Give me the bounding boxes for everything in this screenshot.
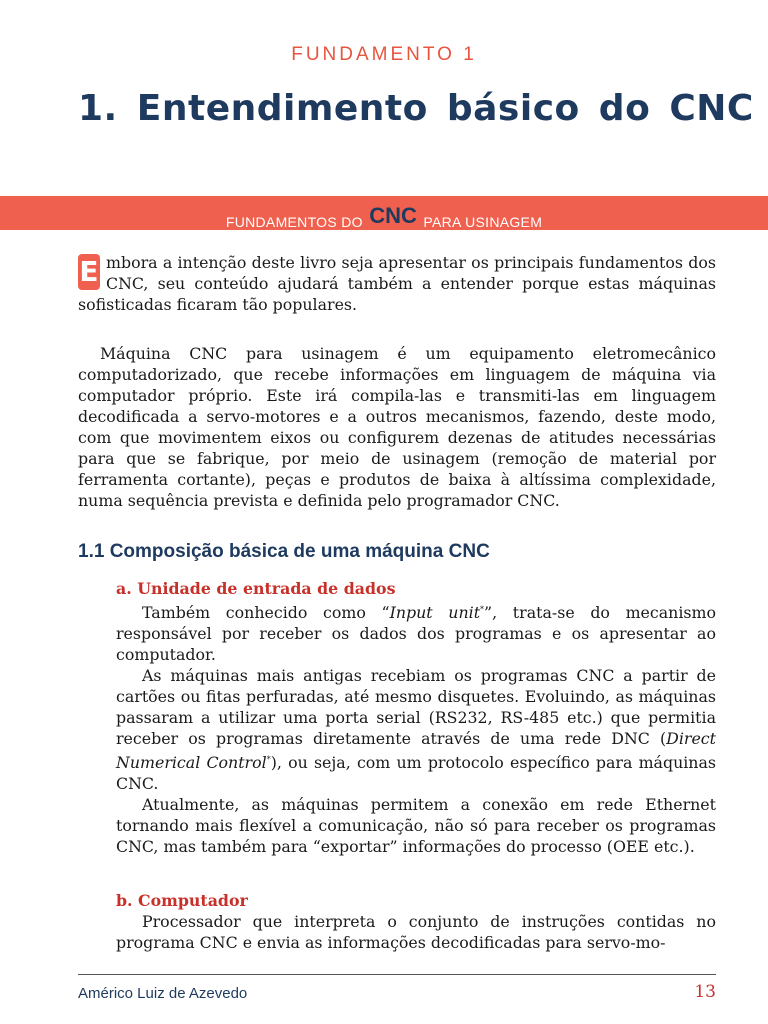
intro-text: mbora a intenção deste livro seja apresentar os principais fundamentos dos CNC, seu conteúdo ajudará também a entender porque estas máquinas sofisticadas ficaram tão populares. <box>78 253 716 314</box>
banner-cnc: CNC <box>369 203 417 228</box>
subsection-a-p1: Também conhecido como “Input unit*”, trata-se do mecanismo responsável por receber os dados dos programas e os apresentar ao computador. <box>116 603 716 664</box>
banner-left: FUNDAMENTOS DO <box>225 214 363 230</box>
banner-right: PARA USINAGEM <box>423 214 543 230</box>
section-heading: 1.1 Composição básica de uma máquina CNC <box>78 541 490 562</box>
intro-paragraph <box>78 252 716 315</box>
chapter-title: 1. Entendimento básico do CNC <box>78 88 754 129</box>
paragraph-machine: Máquina CNC para usinagem é um equipamento eletromecânico computadorizado, que recebe informações em linguagem de máquina via computador próprio. Este irá compila-las e transmiti-las em linguagem decodificada a servo-motores e a outros mecanismos, fazendo, deste modo, com que movimentem eixos ou configurem dezenas de atitudes necessárias para que se fabrique, por meio de usinagem (remoção de material por ferramenta cortante), peças e produtos de baixa à altíssima complexidade, numa sequência prevista e definida pelo programador CNC. <box>78 344 716 510</box>
footer-divider <box>78 974 716 975</box>
banner-text <box>0 196 768 230</box>
term-input-unit: Input unit <box>389 603 481 622</box>
footnote-marker: * <box>480 605 485 614</box>
subsection-a-p2: As máquinas mais antigas recebiam os programas CNC a partir de cartões ou fitas perfuradas, até mesmo disquetes. Evoluindo, as máquinas passaram a utilizar uma porta serial (RS232, RS-485 etc.) que permitia receber os programas diretamente através de uma rede DNC (Direct Numerical Control*), ou seja, com um protocolo específico para máquinas CNC. <box>116 666 717 793</box>
footer-author: Américo Luiz de Azevedo <box>78 985 248 1002</box>
term-dnc: Direct Numerical Control <box>116 729 716 772</box>
subsection-b-p1: Processador que interpreta o conjunto de instruções contidas no programa CNC e envia as informações decodificadas para servo-mo- <box>116 912 716 952</box>
page-number: 13 <box>694 982 716 1002</box>
chapter-kicker: FUNDAMENTO 1 <box>291 44 477 65</box>
subsection-input-unit <box>116 578 716 857</box>
drop-cap: E <box>79 255 99 288</box>
subsection-a-p3: Atualmente, as máquinas permitem a conexão em rede Ethernet tornando mais flexível a comunicação, não só para receber os programas CNC, mas também para “exportar” informações do processo (OEE etc.). <box>116 795 716 856</box>
subsection-computer <box>116 890 716 953</box>
footnote-marker: * <box>266 755 271 764</box>
subsection-a-title: a. Unidade de entrada de dados <box>116 579 396 598</box>
subsection-b-title: b. Computador <box>116 891 248 910</box>
